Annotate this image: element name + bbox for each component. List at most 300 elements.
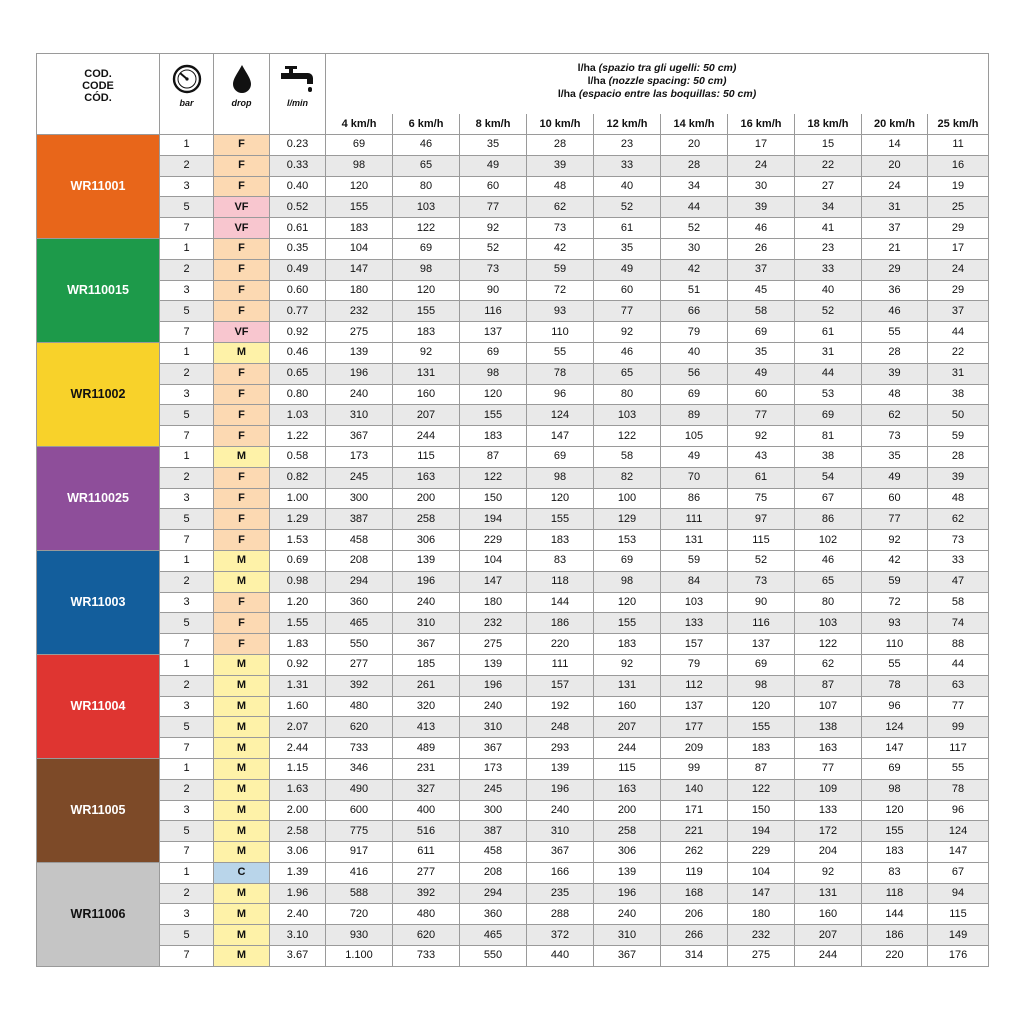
application-rate-cell: 117 [928, 738, 989, 759]
application-rate-cell: 52 [594, 197, 661, 218]
pressure-cell: 5 [160, 301, 214, 322]
application-rate-cell: 155 [862, 821, 928, 842]
application-rate-cell: 120 [393, 280, 460, 301]
table-row [37, 197, 989, 218]
application-rate-cell: 98 [460, 363, 527, 384]
application-rate-cell: 92 [594, 654, 661, 675]
droplet-class-cell: M [214, 717, 270, 738]
code-header-line-en: CODE [82, 80, 114, 92]
application-rate-cell: 372 [527, 925, 594, 946]
application-rate-cell: 59 [661, 550, 728, 571]
table-body [37, 135, 989, 967]
application-rate-cell: 147 [728, 883, 795, 904]
table-row [37, 342, 989, 363]
lha-unit: l/ha [577, 62, 596, 74]
drop-header [214, 54, 270, 135]
droplet-class-cell: M [214, 342, 270, 363]
application-rate-cell: 120 [527, 488, 594, 509]
application-rate-cell: 28 [862, 342, 928, 363]
pressure-cell: 7 [160, 530, 214, 551]
droplet-icon [231, 64, 253, 94]
table-row [37, 280, 989, 301]
application-rate-cell: 229 [728, 842, 795, 863]
droplet-class-cell: VF [214, 218, 270, 239]
application-rate-cell: 93 [527, 301, 594, 322]
application-rate-cell: 26 [728, 238, 795, 259]
nozzle-code: WR110015 [37, 238, 160, 342]
application-rate-cell: 31 [928, 363, 989, 384]
application-rate-cell: 327 [393, 779, 460, 800]
application-rate-cell: 360 [460, 904, 527, 925]
flow-rate-cell: 1.22 [270, 426, 326, 447]
flow-rate-cell: 1.96 [270, 883, 326, 904]
flow-rate-cell: 2.00 [270, 800, 326, 821]
application-rate-cell: 111 [527, 654, 594, 675]
application-rate-cell: 262 [661, 842, 728, 863]
application-rate-cell: 83 [862, 862, 928, 883]
lmin-label: l/min [286, 98, 308, 108]
application-rate-cell: 115 [594, 758, 661, 779]
application-rate-cell: 99 [661, 758, 728, 779]
application-rate-cell: 35 [460, 135, 527, 156]
application-rate-cell: 166 [527, 862, 594, 883]
application-rate-cell: 65 [795, 571, 862, 592]
application-rate-cell: 44 [661, 197, 728, 218]
application-rate-cell: 79 [661, 654, 728, 675]
application-rate-cell: 183 [326, 218, 393, 239]
application-rate-cell: 29 [928, 218, 989, 239]
application-rate-cell: 733 [393, 946, 460, 967]
droplet-class-cell: M [214, 904, 270, 925]
application-rate-cell: 116 [728, 613, 795, 634]
application-rate-cell: 65 [594, 363, 661, 384]
application-rate-cell: 31 [795, 342, 862, 363]
application-rate-cell: 39 [928, 467, 989, 488]
application-rate-cell: 99 [928, 717, 989, 738]
application-rate-cell: 55 [928, 758, 989, 779]
table-row [37, 467, 989, 488]
application-rate-cell: 51 [661, 280, 728, 301]
application-rate-cell: 620 [393, 925, 460, 946]
droplet-class-cell: F [214, 280, 270, 301]
application-rate-cell: 98 [728, 675, 795, 696]
nozzle-code: WR11001 [37, 135, 160, 239]
application-rate-cell: 98 [393, 259, 460, 280]
application-rate-cell: 24 [928, 259, 989, 280]
pressure-cell: 3 [160, 696, 214, 717]
application-rate-cell: 63 [928, 675, 989, 696]
application-rate-cell: 96 [527, 384, 594, 405]
table-row [37, 842, 989, 863]
pressure-cell: 1 [160, 654, 214, 675]
application-rate-cell: 55 [527, 342, 594, 363]
flow-rate-cell: 3.06 [270, 842, 326, 863]
application-rate-cell: 147 [928, 842, 989, 863]
flow-rate-cell: 1.53 [270, 530, 326, 551]
application-rate-cell: 139 [326, 342, 393, 363]
flow-rate-cell: 0.82 [270, 467, 326, 488]
application-rate-cell: 38 [928, 384, 989, 405]
application-rate-cell: 44 [928, 322, 989, 343]
flow-rate-cell: 1.03 [270, 405, 326, 426]
application-rate-cell: 39 [527, 155, 594, 176]
application-rate-cell: 92 [728, 426, 795, 447]
application-rate-cell: 46 [393, 135, 460, 156]
flow-rate-cell: 0.80 [270, 384, 326, 405]
application-rate-cell: 105 [661, 426, 728, 447]
application-rate-cell: 208 [326, 550, 393, 571]
table-row [37, 135, 989, 156]
flow-rate-cell: 0.92 [270, 322, 326, 343]
application-rate-cell: 124 [928, 821, 989, 842]
table-row [37, 155, 989, 176]
droplet-class-cell: F [214, 405, 270, 426]
application-rate-cell: 78 [928, 779, 989, 800]
application-rate-cell: 11 [928, 135, 989, 156]
application-rate-cell: 49 [594, 259, 661, 280]
flow-rate-cell: 1.60 [270, 696, 326, 717]
application-rate-cell: 115 [393, 446, 460, 467]
nozzle-code: WR11002 [37, 342, 160, 446]
application-rate-cell: 157 [527, 675, 594, 696]
table-row [37, 925, 989, 946]
application-rate-cell: 387 [326, 509, 393, 530]
application-rate-cell: 69 [326, 135, 393, 156]
application-rate-cell: 28 [661, 155, 728, 176]
faucet-icon [280, 64, 316, 94]
pressure-cell: 5 [160, 717, 214, 738]
application-rate-cell: 248 [527, 717, 594, 738]
code-header [37, 54, 160, 135]
application-rate-cell: 55 [862, 322, 928, 343]
application-rate-cell: 77 [594, 301, 661, 322]
pressure-cell: 1 [160, 446, 214, 467]
application-rate-cell: 122 [795, 634, 862, 655]
application-rate-cell: 240 [594, 904, 661, 925]
droplet-class-cell: F [214, 488, 270, 509]
application-rate-cell: 163 [594, 779, 661, 800]
application-rate-cell: 73 [862, 426, 928, 447]
droplet-class-cell: M [214, 758, 270, 779]
application-rate-cell: 90 [460, 280, 527, 301]
application-rate-cell: 122 [594, 426, 661, 447]
application-rate-cell: 120 [326, 176, 393, 197]
application-rate-cell: 367 [393, 634, 460, 655]
pressure-cell: 1 [160, 342, 214, 363]
application-rate-cell: 67 [928, 862, 989, 883]
application-rate-cell: 147 [527, 426, 594, 447]
pressure-cell: 5 [160, 197, 214, 218]
application-rate-cell: 600 [326, 800, 393, 821]
flow-rate-cell: 1.55 [270, 613, 326, 634]
droplet-class-cell: F [214, 176, 270, 197]
application-rate-cell: 30 [661, 238, 728, 259]
pressure-cell: 7 [160, 218, 214, 239]
application-rate-cell: 183 [460, 426, 527, 447]
application-rate-cell: 49 [460, 155, 527, 176]
application-rate-cell: 131 [795, 883, 862, 904]
application-rate-cell: 115 [928, 904, 989, 925]
application-rate-cell: 24 [862, 176, 928, 197]
application-rate-cell: 288 [527, 904, 594, 925]
pressure-cell: 7 [160, 842, 214, 863]
pressure-cell: 7 [160, 322, 214, 343]
application-rate-cell: 137 [661, 696, 728, 717]
application-rate-cell: 775 [326, 821, 393, 842]
application-rate-cell: 277 [326, 654, 393, 675]
application-rate-cell: 62 [928, 509, 989, 530]
application-rate-cell: 30 [728, 176, 795, 197]
application-rate-cell: 35 [728, 342, 795, 363]
application-rate-cell: 550 [326, 634, 393, 655]
application-rate-cell: 550 [460, 946, 527, 967]
application-rate-cell: 207 [594, 717, 661, 738]
application-rate-cell: 155 [326, 197, 393, 218]
pressure-cell: 3 [160, 384, 214, 405]
application-rate-cell: 58 [594, 446, 661, 467]
pressure-cell: 3 [160, 280, 214, 301]
application-rate-cell: 92 [795, 862, 862, 883]
application-rate-cell: 61 [728, 467, 795, 488]
table-row [37, 259, 989, 280]
application-rate-cell: 86 [795, 509, 862, 530]
application-rate-cell: 29 [862, 259, 928, 280]
application-rate-cell: 49 [728, 363, 795, 384]
application-rate-cell: 367 [527, 842, 594, 863]
nozzle-code: WR11005 [37, 758, 160, 862]
application-rate-cell: 144 [527, 592, 594, 613]
application-rate-cell: 120 [594, 592, 661, 613]
application-rate-cell: 46 [594, 342, 661, 363]
application-rate-cell: 39 [862, 363, 928, 384]
pressure-cell: 5 [160, 821, 214, 842]
application-rate-cell: 155 [460, 405, 527, 426]
application-rate-cell: 306 [594, 842, 661, 863]
application-rate-cell: 131 [594, 675, 661, 696]
application-rate-cell: 194 [728, 821, 795, 842]
application-rate-cell: 87 [460, 446, 527, 467]
application-rate-cell: 480 [326, 696, 393, 717]
table-row [37, 405, 989, 426]
application-rate-cell: 155 [728, 717, 795, 738]
droplet-class-cell: M [214, 821, 270, 842]
droplet-class-cell: M [214, 675, 270, 696]
speed-header: 20 km/h [862, 114, 928, 135]
flow-rate-cell: 0.40 [270, 176, 326, 197]
lha-header [326, 54, 989, 115]
droplet-class-cell: F [214, 301, 270, 322]
application-rate-cell: 96 [862, 696, 928, 717]
application-rate-cell: 149 [928, 925, 989, 946]
application-rate-cell: 440 [527, 946, 594, 967]
application-rate-cell: 245 [326, 467, 393, 488]
application-rate-cell: 94 [928, 883, 989, 904]
application-rate-cell: 196 [326, 363, 393, 384]
application-rate-cell: 84 [661, 571, 728, 592]
application-rate-cell: 413 [393, 717, 460, 738]
application-rate-cell: 155 [527, 509, 594, 530]
application-rate-cell: 346 [326, 758, 393, 779]
nozzle-flow-table [36, 53, 989, 967]
application-rate-cell: 77 [460, 197, 527, 218]
pressure-cell: 1 [160, 758, 214, 779]
table-row [37, 176, 989, 197]
table-row [37, 426, 989, 447]
application-rate-cell: 67 [795, 488, 862, 509]
application-rate-cell: 293 [527, 738, 594, 759]
droplet-class-cell: F [214, 363, 270, 384]
application-rate-cell: 157 [661, 634, 728, 655]
application-rate-cell: 86 [661, 488, 728, 509]
application-rate-cell: 20 [862, 155, 928, 176]
application-rate-cell: 155 [594, 613, 661, 634]
application-rate-cell: 89 [661, 405, 728, 426]
application-rate-cell: 92 [460, 218, 527, 239]
code-header-line-it: COD. [84, 68, 112, 80]
application-rate-cell: 60 [460, 176, 527, 197]
application-rate-cell: 59 [862, 571, 928, 592]
table-row [37, 488, 989, 509]
application-rate-cell: 196 [460, 675, 527, 696]
application-rate-cell: 137 [460, 322, 527, 343]
application-rate-cell: 489 [393, 738, 460, 759]
application-rate-cell: 72 [527, 280, 594, 301]
application-rate-cell: 33 [928, 550, 989, 571]
pressure-cell: 3 [160, 176, 214, 197]
table-row [37, 800, 989, 821]
application-rate-cell: 124 [527, 405, 594, 426]
application-rate-cell: 107 [795, 696, 862, 717]
application-rate-cell: 49 [862, 467, 928, 488]
application-rate-cell: 244 [393, 426, 460, 447]
application-rate-cell: 48 [928, 488, 989, 509]
application-rate-cell: 192 [527, 696, 594, 717]
application-rate-cell: 69 [594, 550, 661, 571]
application-rate-cell: 258 [594, 821, 661, 842]
application-rate-cell: 73 [460, 259, 527, 280]
flow-rate-cell: 0.46 [270, 342, 326, 363]
application-rate-cell: 15 [795, 135, 862, 156]
application-rate-cell: 109 [795, 779, 862, 800]
pressure-cell: 2 [160, 467, 214, 488]
flow-rate-cell: 0.77 [270, 301, 326, 322]
flow-rate-cell: 0.92 [270, 654, 326, 675]
application-rate-cell: 55 [862, 654, 928, 675]
application-rate-cell: 104 [728, 862, 795, 883]
table-row [37, 821, 989, 842]
application-rate-cell: 103 [594, 405, 661, 426]
application-rate-cell: 44 [928, 654, 989, 675]
application-rate-cell: 124 [862, 717, 928, 738]
speed-header: 10 km/h [527, 114, 594, 135]
flow-rate-cell: 2.58 [270, 821, 326, 842]
flow-rate-cell: 1.20 [270, 592, 326, 613]
table-row [37, 738, 989, 759]
application-rate-cell: 58 [928, 592, 989, 613]
application-rate-cell: 111 [661, 509, 728, 530]
pressure-cell: 1 [160, 135, 214, 156]
pressure-cell: 3 [160, 904, 214, 925]
droplet-class-cell: M [214, 946, 270, 967]
application-rate-cell: 133 [661, 613, 728, 634]
flow-rate-cell: 0.49 [270, 259, 326, 280]
application-rate-cell: 50 [928, 405, 989, 426]
flow-rate-cell: 3.10 [270, 925, 326, 946]
application-rate-cell: 17 [728, 135, 795, 156]
lha-unit: l/ha [587, 75, 606, 87]
application-rate-cell: 168 [661, 883, 728, 904]
application-rate-cell: 20 [661, 135, 728, 156]
application-rate-cell: 69 [527, 446, 594, 467]
table-row [37, 654, 989, 675]
application-rate-cell: 75 [728, 488, 795, 509]
code-header-line-es: CÓD. [84, 92, 112, 104]
pressure-cell: 3 [160, 800, 214, 821]
application-rate-cell: 53 [795, 384, 862, 405]
application-rate-cell: 52 [460, 238, 527, 259]
application-rate-cell: 78 [527, 363, 594, 384]
application-rate-cell: 28 [527, 135, 594, 156]
flow-rate-cell: 1.29 [270, 509, 326, 530]
nozzle-flow-table-container [36, 53, 988, 967]
application-rate-cell: 77 [795, 758, 862, 779]
flow-rate-cell: 1.39 [270, 862, 326, 883]
application-rate-cell: 118 [862, 883, 928, 904]
application-rate-cell: 229 [460, 530, 527, 551]
application-rate-cell: 275 [728, 946, 795, 967]
speed-header: 8 km/h [460, 114, 527, 135]
droplet-class-cell: F [214, 634, 270, 655]
application-rate-cell: 200 [393, 488, 460, 509]
application-rate-cell: 139 [594, 862, 661, 883]
application-rate-cell: 61 [594, 218, 661, 239]
application-rate-cell: 367 [326, 426, 393, 447]
application-rate-cell: 204 [795, 842, 862, 863]
flow-rate-cell: 0.69 [270, 550, 326, 571]
application-rate-cell: 314 [661, 946, 728, 967]
application-rate-cell: 183 [728, 738, 795, 759]
application-rate-cell: 33 [795, 259, 862, 280]
droplet-class-cell: VF [214, 197, 270, 218]
pressure-cell: 5 [160, 509, 214, 530]
application-rate-cell: 24 [728, 155, 795, 176]
application-rate-cell: 69 [795, 405, 862, 426]
application-rate-cell: 52 [728, 550, 795, 571]
speed-header: 4 km/h [326, 114, 393, 135]
droplet-class-cell: F [214, 384, 270, 405]
nozzle-code: WR11006 [37, 862, 160, 966]
pressure-cell: 2 [160, 259, 214, 280]
application-rate-cell: 160 [393, 384, 460, 405]
lha-unit: l/ha [557, 88, 576, 100]
application-rate-cell: 244 [594, 738, 661, 759]
pressure-cell: 7 [160, 946, 214, 967]
flow-rate-cell: 0.61 [270, 218, 326, 239]
table-row [37, 758, 989, 779]
table-row [37, 634, 989, 655]
table-row [37, 592, 989, 613]
application-rate-cell: 27 [795, 176, 862, 197]
application-rate-cell: 22 [795, 155, 862, 176]
application-rate-cell: 16 [928, 155, 989, 176]
nozzle-code: WR11003 [37, 550, 160, 654]
application-rate-cell: 458 [460, 842, 527, 863]
application-rate-cell: 102 [795, 530, 862, 551]
application-rate-cell: 261 [393, 675, 460, 696]
speed-header: 18 km/h [795, 114, 862, 135]
application-rate-cell: 46 [795, 550, 862, 571]
application-rate-cell: 79 [661, 322, 728, 343]
